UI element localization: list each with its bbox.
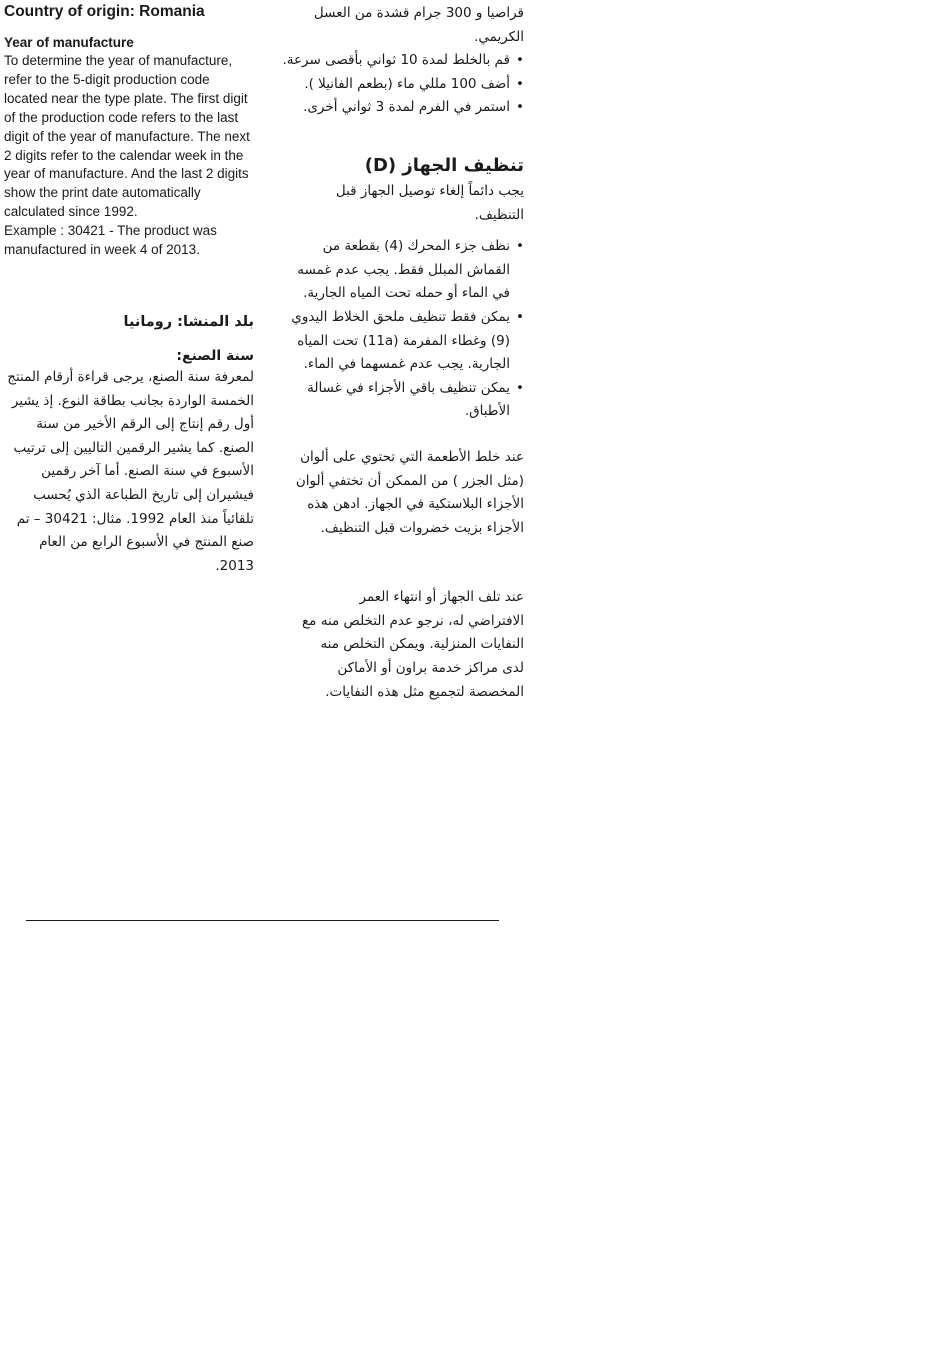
recipe-steps-list [276,49,524,120]
color-note: عند خلط الأطعمة التي تحتوي على ألوان (مثل الجزر ) من الممكن أن تختفي ألوان الأجزاء البلاستكية في الجهاز. ادهن هذه الأجزاء بزيت خضروات قبل التنظيف. [295,448,524,536]
arabic-year-text: لمعرفة سنة الصنع، يرجى قراءة أرقام المنتج الخمسة الواردة بجانب بطاقة النوع. إذ يشير أول رقم إنتاج إلى الرقم الأخير من سنة الصنع. كما يشير الرقمين التاليين إلى ترتيب الأسبوع في سنة الصنع. أما آخر رقمين فيشيران إلى تاريخ الطباعة الذي يُحسب تلقائياً منذ العام 1992. مثال: 30421 – تم صنع المنتج في الأسبوع الرابع من العام 2013. [7,368,254,574]
list-item: • أضف 100 مللي ماء (بطعم الفانيلا ). [276,73,524,97]
cleaning-intro: يجب دائماً إلغاء توصيل الجهاز قبل التنظيف. [335,182,524,223]
year-of-manufacture-text: To determine the year of manufacture, refer to the 5-digit production code located near the type plate. The first digit of the production code refers to the last digit of the year of manufacture. The next 2 digits refer to the calendar week in the year of manufacture. And the last 2 digits show the print date automatically calculated since 1992. [4,53,250,220]
cleaning-heading: تنظيف الجهاز (D) [364,154,524,176]
right-column [276,0,524,704]
cleaning-steps-list [276,235,524,424]
arabic-origin-section [4,312,254,578]
list-item: • نظف جزء المحرك (4) بقطعة من القماش المبلل فقط. يجب عدم غمسه في الماء أو حمله تحت المياه الجارية. [276,235,524,306]
list-item: • استمر في الفرم لمدة 3 ثواني أخرى. [276,96,524,120]
list-item: • يمكن فقط تنظيف ملحق الخلاط اليدوي (9) وغطاء المفرمة (11a) تحت المياه الجارية. يجب عدم غمسهما في الماء. [276,306,524,377]
country-of-origin-title: Country of origin: Romania [4,3,205,20]
left-column [4,0,254,578]
list-item: • قم بالخلط لمدة 10 ثواني بأقصى سرعة. [276,49,524,73]
list-item: • يمكن تنظيف باقي الأجزاء في غسالة الأطباق. [276,377,524,424]
year-of-manufacture-heading: Year of manufacture [4,35,134,50]
year-example-text: Example : 30421 - The product was manufactured in week 4 of 2013. [4,223,217,258]
footer-rule [26,920,499,921]
arabic-year-heading: سنة الصنع: [176,347,254,364]
recipe-continuation: قراصيا و 300 جرام قشدة من العسل الكريمي. [313,5,524,45]
arabic-country-of-origin-title: بلد المنشا: رومانيا [123,313,254,330]
disposal-note: عند تلف الجهاز أو انتهاء العمر الافتراضي له، نرجو عدم التخلص منه مع النفايات المنزلية. ويمكن التخلص منه لدى مراكز خدمة براون أو الأماكن المخصصة لتجميع مثل هذه النفايات. [302,589,524,700]
